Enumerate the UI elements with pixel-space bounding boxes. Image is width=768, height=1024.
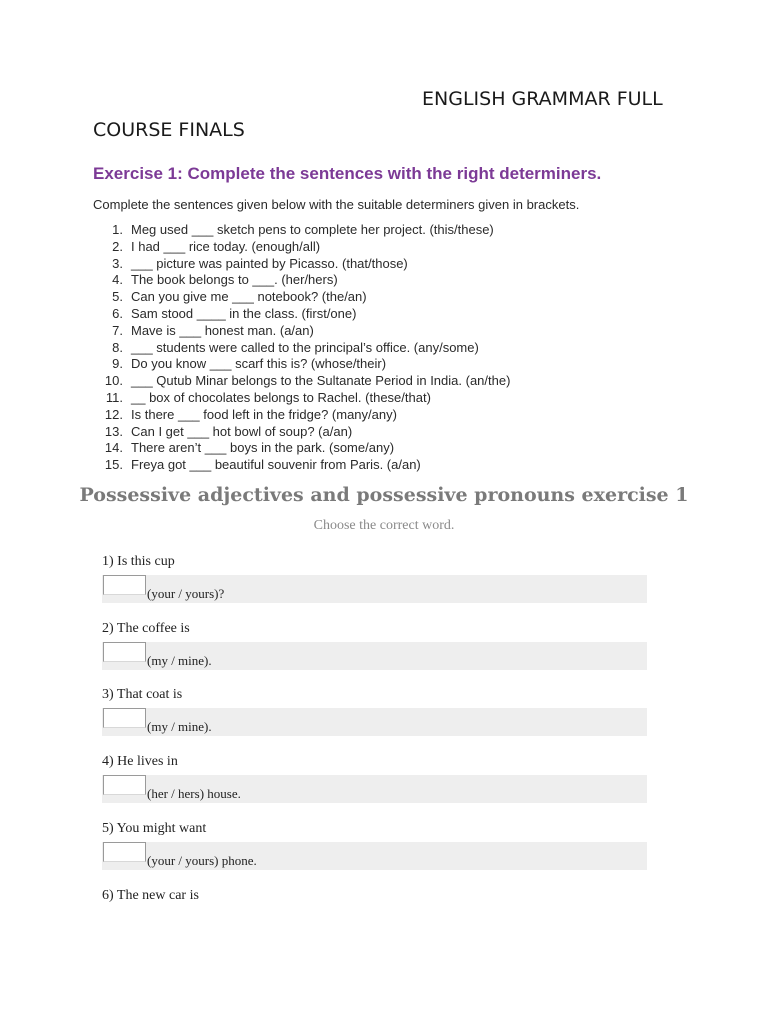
question-block (102, 886, 647, 906)
exercise-item-text: ___ picture was painted by Picasso. (that/those) (131, 255, 408, 271)
document-title-line-2: COURSE FINALS (93, 119, 245, 141)
question-prompt: 3) That coat is (102, 687, 183, 702)
exercise-item-text: Can I get ___ hot bowl of soup? (a/an) (131, 423, 353, 439)
exercise-item-text: ___ students were called to the principal’s office. (any/some) (131, 339, 479, 355)
exercise-item-number: 9. (112, 356, 123, 372)
exercise-item-text: Freya got ___ beautiful souvenir from Paris. (a/an) (131, 457, 421, 473)
exercise-item (93, 239, 510, 256)
exercise-1-list (93, 222, 510, 474)
possessive-exercise-heading: Possessive adjectives and possessive pronouns exercise 1 (79, 484, 689, 506)
exercise-item (93, 373, 510, 390)
exercise-item-text: The book belongs to ___. (her/hers) (131, 272, 338, 288)
exercise-item (93, 424, 510, 441)
question-answer-row (102, 842, 647, 870)
exercise-item (93, 356, 510, 373)
answer-input[interactable] (103, 575, 146, 595)
exercise-item (93, 323, 510, 340)
exercise-item-number: 2. (112, 238, 123, 254)
exercise-item-number: 14. (104, 440, 123, 456)
question-options: (my / mine). (147, 719, 212, 734)
exercise-item-number: 3. (112, 255, 123, 271)
exercise-item-number: 13. (104, 423, 123, 439)
question-prompt: 1) Is this cup (102, 554, 175, 569)
exercise-1-heading: Exercise 1: Complete the sentences with the right determiners. (93, 164, 602, 183)
exercise-item (93, 272, 510, 289)
exercise-item (93, 222, 510, 239)
document-title-line-1: ENGLISH GRAMMAR FULL (422, 88, 663, 110)
exercise-item-number: 7. (112, 322, 123, 338)
exercise-item (93, 407, 510, 424)
exercise-item-text: Is there ___ food left in the fridge? (many/any) (131, 406, 397, 422)
question-block (102, 552, 647, 603)
question-prompt: 2) The coffee is (102, 621, 190, 636)
question-block (102, 752, 647, 803)
answer-input[interactable] (103, 842, 146, 862)
question-prompt: 5) You might want (102, 821, 207, 836)
question-block (102, 619, 647, 670)
question-prompt: 4) He lives in (102, 754, 178, 769)
exercise-item-number: 5. (112, 289, 123, 305)
exercise-item-text: There aren’t ___ boys in the park. (some/any) (131, 440, 395, 456)
answer-input[interactable] (103, 775, 146, 795)
question-options: (your / yours)? (147, 586, 225, 601)
exercise-item-number: 11. (105, 389, 123, 405)
question-options: (your / yours) phone. (147, 853, 257, 868)
question-block (102, 819, 647, 870)
exercise-item-text: Sam stood ____ in the class. (first/one) (131, 305, 357, 321)
exercise-item-text: __ box of chocolates belongs to Rachel. (these/that) (131, 389, 431, 405)
question-options: (my / mine). (147, 653, 212, 668)
exercise-item (93, 390, 510, 407)
exercise-item-number: 15. (104, 457, 123, 473)
exercise-item (93, 306, 510, 323)
exercise-item (93, 440, 510, 457)
question-answer-row (102, 642, 647, 670)
exercise-item-text: Can you give me ___ notebook? (the/an) (131, 289, 367, 305)
exercise-item-text: Do you know ___ scarf this is? (whose/their) (131, 356, 387, 372)
question-answer-row (102, 575, 647, 603)
exercise-item (93, 289, 510, 306)
answer-input[interactable] (103, 708, 146, 728)
answer-input[interactable] (103, 642, 146, 662)
exercise-item-text: ___ Qutub Minar belongs to the Sultanate Period in India. (an/the) (131, 373, 511, 389)
exercise-item-number: 4. (112, 272, 123, 288)
question-block (102, 685, 647, 736)
question-answer-row (102, 708, 647, 736)
exercise-item (93, 457, 510, 474)
possessive-exercise-instructions: Choose the correct word. (313, 518, 455, 533)
exercise-item-number: 6. (112, 305, 123, 321)
exercise-item-number: 10. (104, 373, 123, 389)
exercise-item (93, 256, 510, 273)
exercise-item-number: 12. (104, 406, 123, 422)
exercise-item-text: I had ___ rice today. (enough/all) (131, 238, 321, 254)
exercise-item-text: Mave is ___ honest man. (a/an) (131, 322, 314, 338)
exercise-item-text: Meg used ___ sketch pens to complete her project. (this/these) (131, 222, 494, 237)
exercise-item (93, 340, 510, 357)
question-options: (her / hers) house. (147, 786, 241, 801)
exercise-1-instructions: Complete the sentences given below with the suitable determiners given in brackets. (93, 197, 580, 212)
question-prompt: 6) The new car is (102, 888, 199, 903)
exercise-item-number: 1. (112, 222, 123, 237)
question-answer-row (102, 775, 647, 803)
exercise-item-number: 8. (112, 339, 123, 355)
